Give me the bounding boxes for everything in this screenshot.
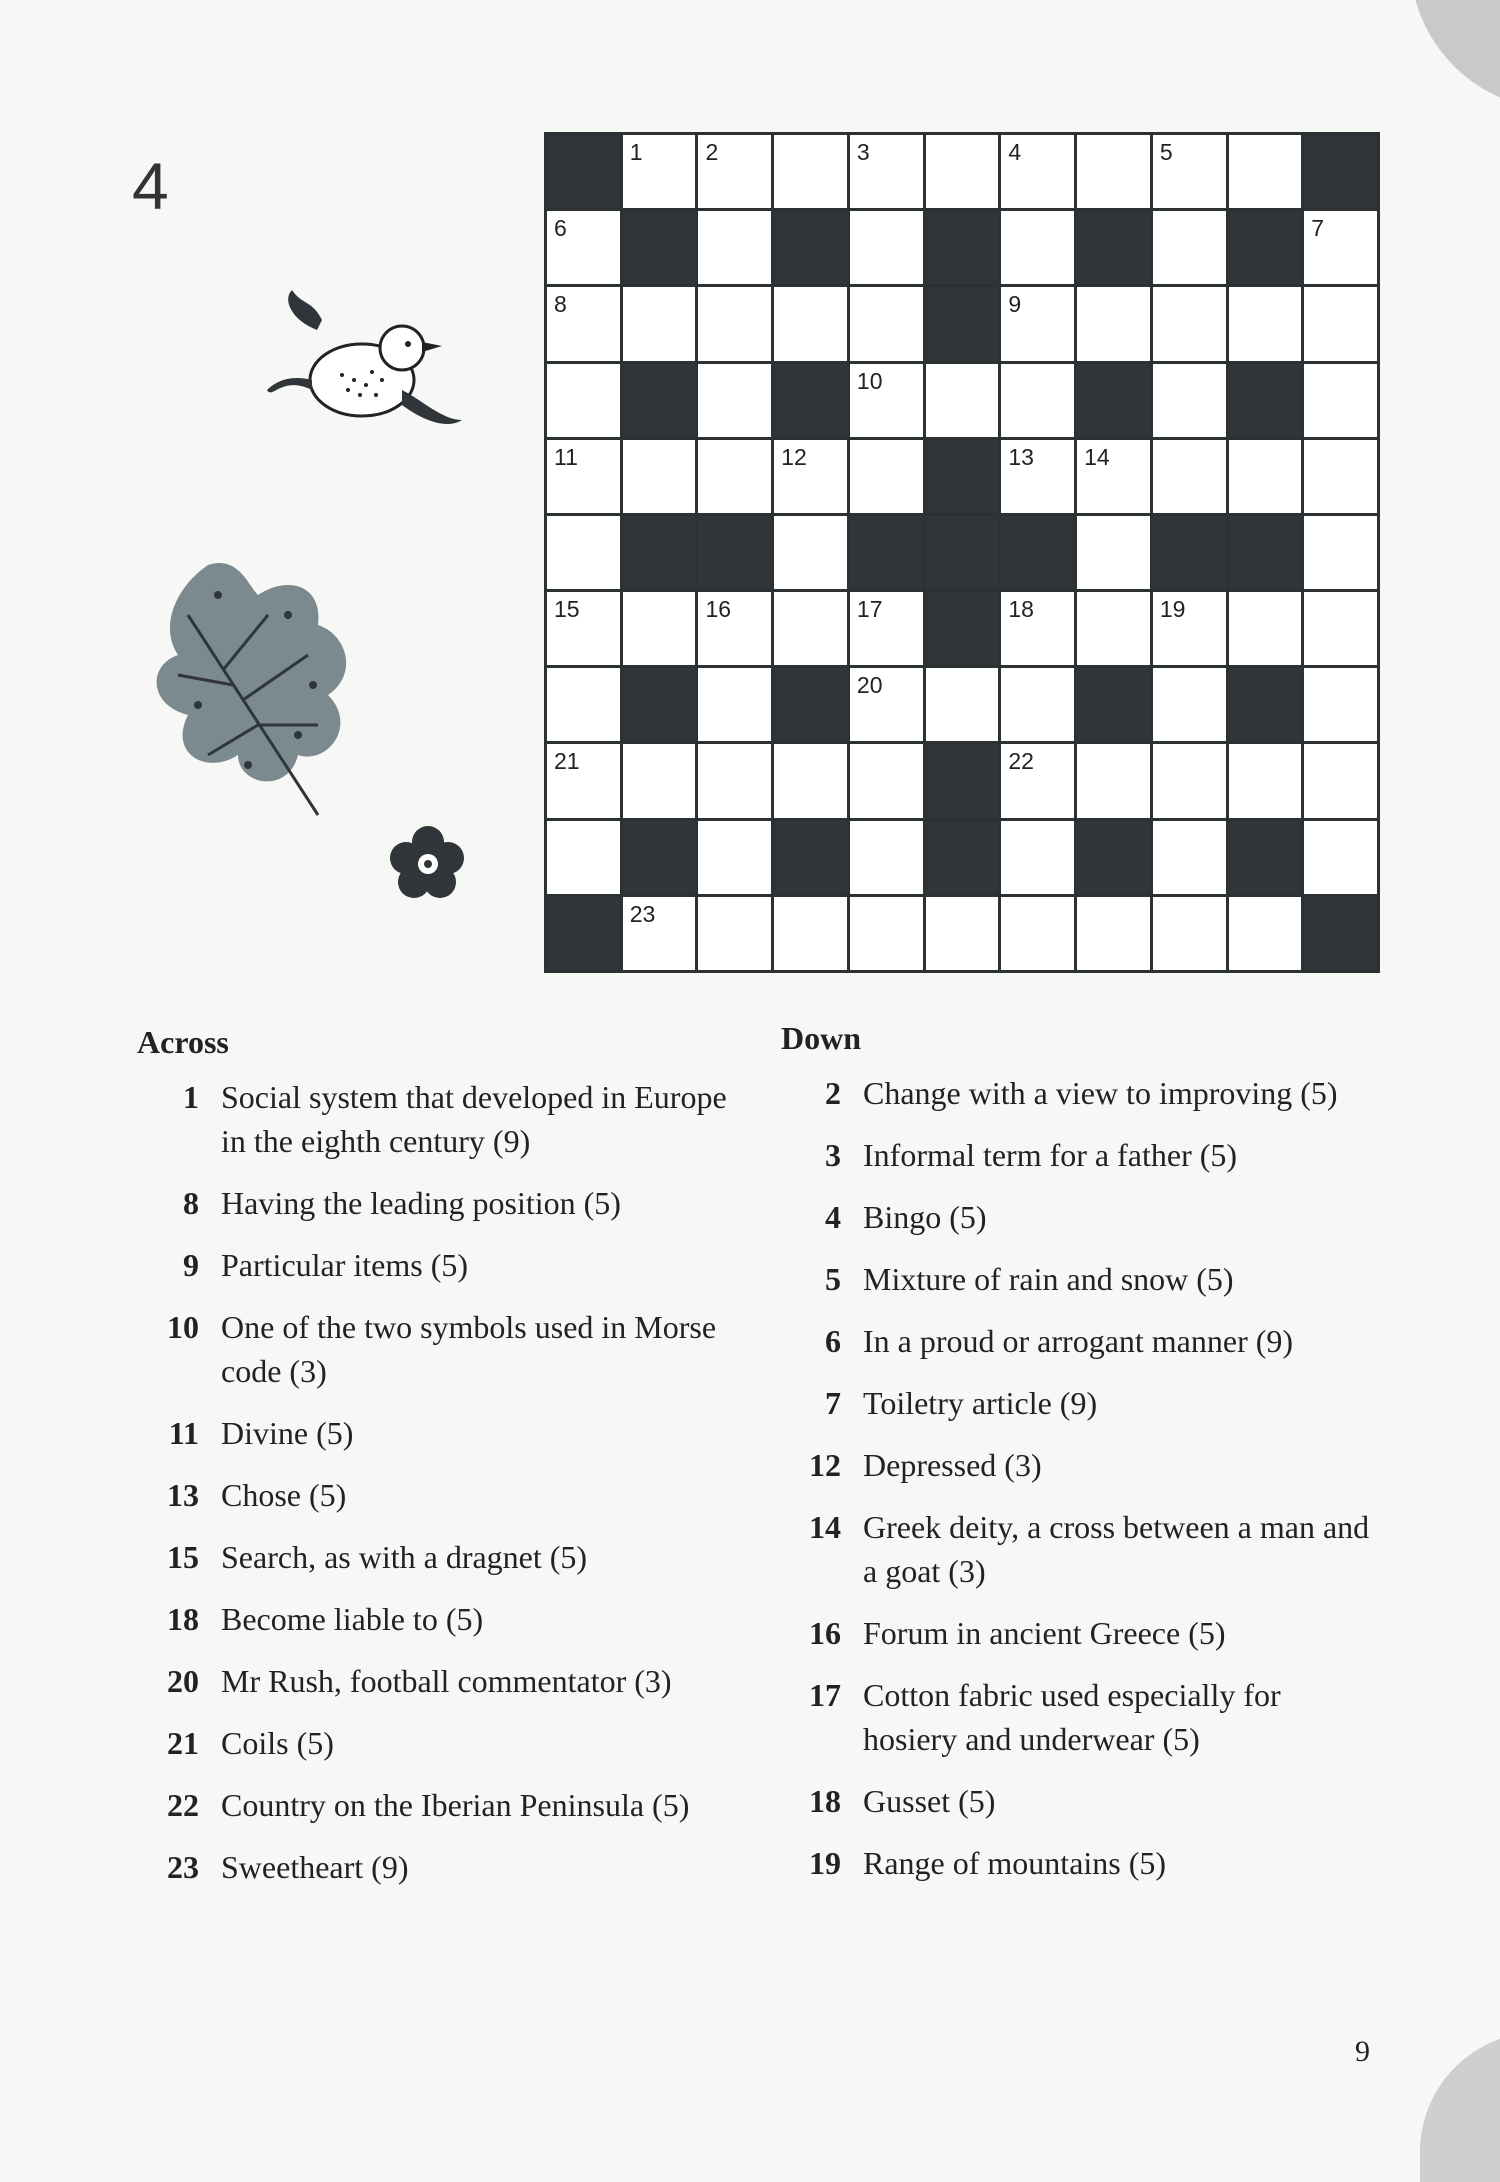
grid-cell[interactable] xyxy=(1229,135,1302,208)
clue-number: 10 xyxy=(167,1309,199,1345)
grid-cell[interactable] xyxy=(1229,897,1302,970)
across-clue xyxy=(137,1075,747,1163)
grid-cell[interactable] xyxy=(547,821,620,894)
grid-cell[interactable] xyxy=(774,744,847,817)
grid-cell[interactable] xyxy=(1001,821,1074,894)
grid-cell[interactable] xyxy=(1304,668,1377,741)
grid-cell-black xyxy=(698,516,771,589)
grid-cell-black xyxy=(1077,821,1150,894)
grid-cell-black xyxy=(926,287,999,360)
grid-cell[interactable] xyxy=(547,287,620,360)
clue-number: 1 xyxy=(183,1079,199,1115)
clue-text: Change with a view to improving (5) xyxy=(863,1075,1338,1111)
grid-cell[interactable] xyxy=(1077,516,1150,589)
grid-cell[interactable] xyxy=(1077,440,1150,513)
clue-number: 5 xyxy=(1159,139,1173,165)
clue-number: 18 xyxy=(167,1601,199,1637)
clue-number: 8 xyxy=(554,291,567,318)
across-clue xyxy=(137,1659,747,1703)
grid-cell[interactable] xyxy=(1304,744,1377,817)
clue-number: 23 xyxy=(629,900,656,927)
grid-cell[interactable] xyxy=(547,440,620,513)
clue-number: 16 xyxy=(705,596,732,623)
grid-cell-black xyxy=(926,592,999,665)
grid-cell[interactable] xyxy=(1153,744,1226,817)
across-clue xyxy=(137,1597,747,1641)
clue-text: Mr Rush, football commentator (3) xyxy=(221,1663,672,1699)
grid-cell[interactable] xyxy=(547,744,620,817)
grid-cell[interactable] xyxy=(698,211,771,284)
clue-number: 7 xyxy=(825,1385,841,1421)
grid-cell-black xyxy=(1229,516,1302,589)
clue-number: 2 xyxy=(825,1075,841,1111)
grid-cell[interactable] xyxy=(1153,364,1226,437)
grid-cell[interactable] xyxy=(850,668,923,741)
clue-number: 22 xyxy=(167,1787,199,1823)
grid-cell[interactable] xyxy=(926,668,999,741)
across-heading: Across xyxy=(137,1024,229,1060)
clue-number: 18 xyxy=(809,1783,841,1819)
grid-cell[interactable] xyxy=(1001,668,1074,741)
clue-number: 9 xyxy=(183,1247,199,1283)
clue-number: 17 xyxy=(856,596,883,623)
grid-cell-black xyxy=(926,211,999,284)
across-clue xyxy=(137,1181,747,1225)
grid-cell[interactable] xyxy=(698,440,771,513)
down-clue xyxy=(781,1779,1381,1823)
clue-number: 22 xyxy=(1008,748,1034,775)
grid-cell[interactable] xyxy=(1001,897,1074,970)
grid-cell[interactable] xyxy=(926,897,999,970)
flower-illustration xyxy=(388,822,468,902)
clue-number: 21 xyxy=(167,1725,199,1761)
clue-number: 8 xyxy=(183,1185,199,1221)
clue-number: 4 xyxy=(825,1199,841,1235)
grid-cell[interactable] xyxy=(1001,287,1074,360)
grid-cell[interactable] xyxy=(1001,364,1074,437)
grid-cell-black xyxy=(547,135,620,208)
grid-cell[interactable] xyxy=(698,668,771,741)
across-clue xyxy=(137,1411,747,1455)
grid-cell[interactable] xyxy=(698,821,771,894)
clue-text: Range of mountains (5) xyxy=(863,1845,1167,1881)
clue-text: Become liable to (5) xyxy=(221,1601,484,1637)
grid-cell[interactable] xyxy=(1229,440,1302,513)
clue-number: 6 xyxy=(554,215,567,242)
grid-cell[interactable] xyxy=(850,744,923,817)
clue-number: 13 xyxy=(167,1477,199,1513)
clue-number: 3 xyxy=(856,139,870,165)
clue-number: 3 xyxy=(825,1137,841,1173)
grid-cell[interactable] xyxy=(623,287,696,360)
clue-text: Forum in ancient Greece (5) xyxy=(863,1615,1226,1651)
grid-cell-black xyxy=(1229,668,1302,741)
grid-cell[interactable] xyxy=(1304,211,1377,284)
across-clue xyxy=(137,1473,747,1517)
across-clue xyxy=(137,1243,747,1287)
grid-cell[interactable] xyxy=(850,135,923,208)
clue-number: 21 xyxy=(554,748,580,775)
grid-cell[interactable] xyxy=(623,592,696,665)
grid-cell[interactable] xyxy=(1229,744,1302,817)
clue-text: Bingo (5) xyxy=(863,1199,987,1235)
across-clue xyxy=(137,1535,747,1579)
crossword-grid xyxy=(544,132,1380,973)
grid-cell[interactable] xyxy=(1304,592,1377,665)
grid-cell-black xyxy=(1077,364,1150,437)
grid-cell[interactable] xyxy=(850,821,923,894)
grid-cell[interactable] xyxy=(1153,287,1226,360)
grid-cell-black xyxy=(1153,516,1226,589)
clue-text: Cotton fabric used especially for hosiery and underwear (5) xyxy=(863,1677,1281,1757)
grid-cell[interactable] xyxy=(1153,211,1226,284)
grid-cell[interactable] xyxy=(1304,364,1377,437)
grid-cell-black xyxy=(1304,897,1377,970)
grid-cell[interactable] xyxy=(1077,135,1150,208)
clue-number: 17 xyxy=(809,1677,841,1713)
grid-cell[interactable] xyxy=(1153,592,1226,665)
grid-cell[interactable] xyxy=(698,897,771,970)
across-clues xyxy=(137,1024,747,1907)
clue-text: Coils (5) xyxy=(221,1725,334,1761)
puzzle-number: 4 xyxy=(132,149,169,223)
grid-cell[interactable] xyxy=(547,592,620,665)
clue-number: 16 xyxy=(809,1615,841,1651)
grid-cell[interactable] xyxy=(1304,287,1377,360)
grid-cell[interactable] xyxy=(774,592,847,665)
across-clue xyxy=(137,1845,747,1889)
across-clue xyxy=(137,1721,747,1765)
clue-number: 19 xyxy=(1159,596,1186,623)
grid-cell[interactable] xyxy=(698,744,771,817)
page-curl-bottom xyxy=(1420,2032,1500,2182)
clue-number: 12 xyxy=(781,443,807,470)
grid-cell[interactable] xyxy=(1153,135,1226,208)
grid-cell-black xyxy=(774,364,847,437)
down-clue xyxy=(781,1071,1381,1115)
grid-cell-black xyxy=(1304,135,1377,208)
down-clue xyxy=(781,1673,1381,1761)
clue-number: 1 xyxy=(629,139,643,165)
clue-number: 10 xyxy=(856,367,883,394)
grid-cell[interactable] xyxy=(1001,135,1074,208)
grid-cell[interactable] xyxy=(774,516,847,589)
grid-cell[interactable] xyxy=(1304,440,1377,513)
clue-text: One of the two symbols used in Morse code (3) xyxy=(221,1309,717,1389)
clue-number: 5 xyxy=(825,1261,841,1297)
grid-cell[interactable] xyxy=(774,135,847,208)
grid-cell[interactable] xyxy=(698,364,771,437)
clue-text: Mixture of rain and snow (5) xyxy=(863,1261,1234,1297)
down-heading: Down xyxy=(781,1020,862,1056)
grid-cell-black xyxy=(1229,821,1302,894)
down-clue xyxy=(781,1319,1381,1363)
grid-cell-black xyxy=(623,211,696,284)
grid-cell[interactable] xyxy=(698,592,771,665)
grid-cell[interactable] xyxy=(850,592,923,665)
down-clue xyxy=(781,1841,1381,1885)
clue-number: 7 xyxy=(1311,215,1325,242)
grid-cell[interactable] xyxy=(1077,592,1150,665)
grid-cell[interactable] xyxy=(1153,668,1226,741)
grid-cell[interactable] xyxy=(1229,592,1302,665)
grid-cell-black xyxy=(623,668,696,741)
grid-cell[interactable] xyxy=(1001,592,1074,665)
clue-text: Chose (5) xyxy=(221,1477,347,1513)
grid-cell[interactable] xyxy=(1153,821,1226,894)
grid-cell[interactable] xyxy=(623,440,696,513)
grid-cell[interactable] xyxy=(850,440,923,513)
grid-cell[interactable] xyxy=(547,211,620,284)
clue-text: Social system that developed in Europe in the eighth century (9) xyxy=(221,1079,727,1159)
clue-number: 18 xyxy=(1008,596,1034,623)
clue-number: 14 xyxy=(809,1509,841,1545)
down-clue xyxy=(781,1381,1381,1425)
clue-number: 9 xyxy=(1008,291,1022,318)
grid-cell[interactable] xyxy=(1077,897,1150,970)
grid-cell-black xyxy=(774,211,847,284)
down-clue xyxy=(781,1505,1381,1593)
clue-text: Informal term for a father (5) xyxy=(863,1137,1238,1173)
clue-number: 4 xyxy=(1008,139,1022,165)
clue-text: Sweetheart (9) xyxy=(221,1849,409,1885)
bird-illustration xyxy=(262,280,482,440)
grid-cell[interactable] xyxy=(623,135,696,208)
grid-cell[interactable] xyxy=(547,668,620,741)
grid-cell-black xyxy=(1229,211,1302,284)
grid-cell-black xyxy=(926,440,999,513)
grid-cell[interactable] xyxy=(547,364,620,437)
clue-number: 6 xyxy=(825,1323,841,1359)
grid-cell[interactable] xyxy=(926,135,999,208)
grid-cell[interactable] xyxy=(850,364,923,437)
grid-cell[interactable] xyxy=(623,897,696,970)
grid-cell[interactable] xyxy=(698,287,771,360)
clue-number: 15 xyxy=(554,596,580,623)
down-clue xyxy=(781,1195,1381,1239)
down-clue xyxy=(781,1257,1381,1301)
clue-text: Toiletry article (9) xyxy=(863,1385,1098,1421)
grid-cell-black xyxy=(850,516,923,589)
grid-cell[interactable] xyxy=(1304,516,1377,589)
grid-cell-black xyxy=(547,897,620,970)
clue-text: Gusset (5) xyxy=(863,1783,996,1819)
grid-cell-black xyxy=(623,364,696,437)
grid-cell[interactable] xyxy=(1001,440,1074,513)
clue-text: Greek deity, a cross between a man and a goat (3) xyxy=(863,1509,1370,1589)
page-curl-top xyxy=(1410,0,1500,110)
clue-text: Divine (5) xyxy=(221,1415,354,1451)
grid-cell-black xyxy=(926,744,999,817)
grid-cell[interactable] xyxy=(1153,440,1226,513)
grid-cell[interactable] xyxy=(850,287,923,360)
grid-cell[interactable] xyxy=(774,897,847,970)
grid-cell[interactable] xyxy=(926,364,999,437)
grid-cell-black xyxy=(623,516,696,589)
clue-number: 14 xyxy=(1084,443,1110,470)
clue-text: Having the leading position (5) xyxy=(221,1185,621,1221)
across-clue xyxy=(137,1783,747,1827)
grid-cell-black xyxy=(623,821,696,894)
grid-cell[interactable] xyxy=(850,211,923,284)
grid-cell[interactable] xyxy=(1001,211,1074,284)
grid-cell[interactable] xyxy=(774,287,847,360)
grid-cell-black xyxy=(774,821,847,894)
grid-cell[interactable] xyxy=(1153,897,1226,970)
grid-cell-black xyxy=(1229,364,1302,437)
grid-cell[interactable] xyxy=(1229,287,1302,360)
clue-number: 13 xyxy=(1008,443,1034,470)
down-clue xyxy=(781,1133,1381,1177)
grid-cell-black xyxy=(926,516,999,589)
grid-cell-black xyxy=(1077,668,1150,741)
clue-number: 2 xyxy=(705,139,719,165)
grid-cell[interactable] xyxy=(1001,744,1074,817)
grid-cell[interactable] xyxy=(698,135,771,208)
leaf-illustration xyxy=(148,555,378,835)
grid-cell-black xyxy=(1001,516,1074,589)
grid-cell-black xyxy=(926,821,999,894)
grid-cell[interactable] xyxy=(1077,287,1150,360)
clue-number: 20 xyxy=(167,1663,199,1699)
grid-cell[interactable] xyxy=(623,744,696,817)
clue-number: 23 xyxy=(167,1849,199,1885)
clue-text: Search, as with a dragnet (5) xyxy=(221,1539,588,1575)
page-number: 9 xyxy=(1355,2035,1370,2068)
down-clue xyxy=(781,1611,1381,1655)
clue-number: 15 xyxy=(167,1539,199,1575)
grid-cell[interactable] xyxy=(547,516,620,589)
clue-number: 20 xyxy=(856,672,883,699)
grid-cell-black xyxy=(774,668,847,741)
clue-number: 11 xyxy=(554,443,578,470)
clue-number: 11 xyxy=(168,1415,199,1451)
clue-text: Particular items (5) xyxy=(221,1247,469,1283)
clue-number: 12 xyxy=(809,1447,841,1483)
down-clues xyxy=(781,1020,1381,1903)
clue-text: In a proud or arrogant manner (9) xyxy=(863,1323,1294,1359)
grid-cell[interactable] xyxy=(850,897,923,970)
grid-cell[interactable] xyxy=(1304,821,1377,894)
clue-text: Country on the Iberian Peninsula (5) xyxy=(221,1787,690,1823)
grid-cell[interactable] xyxy=(1077,744,1150,817)
grid-cell-black xyxy=(1077,211,1150,284)
down-clue xyxy=(781,1443,1381,1487)
clue-number: 19 xyxy=(809,1845,841,1881)
across-clue xyxy=(137,1305,747,1393)
clue-text: Depressed (3) xyxy=(863,1447,1042,1483)
grid-cell[interactable] xyxy=(774,440,847,513)
